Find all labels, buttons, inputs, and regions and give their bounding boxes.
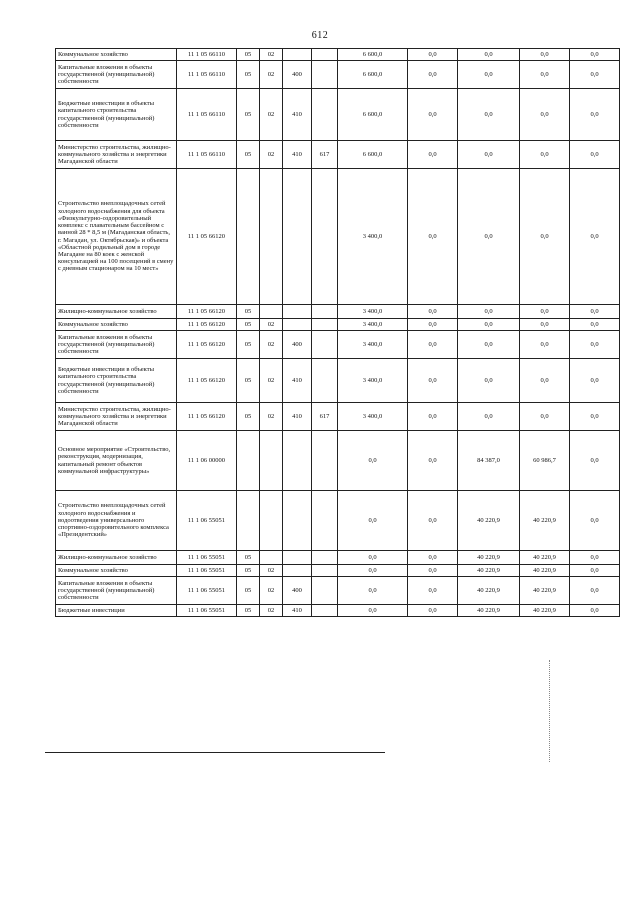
row-code: 11 1 06 55051 bbox=[177, 577, 237, 605]
row-subsection: 02 bbox=[260, 141, 283, 169]
table-row bbox=[56, 605, 620, 617]
row-value-5: 0,0 bbox=[570, 565, 620, 577]
row-name: Капитальные вложения в объекты государственной (муниципальной) собственности bbox=[56, 577, 177, 605]
row-expense-type: 410 bbox=[283, 141, 312, 169]
row-value-5: 0,0 bbox=[570, 605, 620, 617]
row-code: 11 1 05 66120 bbox=[177, 359, 237, 403]
row-subsection: 02 bbox=[260, 61, 283, 89]
row-value-1: 3 400,0 bbox=[338, 331, 408, 359]
row-value-1: 6 600,0 bbox=[338, 89, 408, 141]
row-expense-type bbox=[283, 431, 312, 491]
row-expense-type: 400 bbox=[283, 331, 312, 359]
row-value-3: 40 220,9 bbox=[458, 551, 520, 565]
margin-dotted-line bbox=[549, 660, 550, 762]
row-administrator bbox=[312, 577, 338, 605]
row-value-4: 0,0 bbox=[520, 319, 570, 331]
row-value-2: 0,0 bbox=[408, 305, 458, 319]
row-value-4: 40 220,9 bbox=[520, 605, 570, 617]
row-value-4: 0,0 bbox=[520, 169, 570, 305]
row-section bbox=[237, 431, 260, 491]
row-value-4: 40 220,9 bbox=[520, 577, 570, 605]
row-value-2: 0,0 bbox=[408, 359, 458, 403]
row-value-2: 0,0 bbox=[408, 169, 458, 305]
row-section: 05 bbox=[237, 89, 260, 141]
row-value-4: 0,0 bbox=[520, 89, 570, 141]
row-section: 05 bbox=[237, 61, 260, 89]
row-value-2: 0,0 bbox=[408, 431, 458, 491]
row-code: 11 1 05 66110 bbox=[177, 49, 237, 61]
row-administrator bbox=[312, 49, 338, 61]
row-code: 11 1 05 66120 bbox=[177, 331, 237, 359]
table-row bbox=[56, 61, 620, 89]
row-value-1: 6 600,0 bbox=[338, 141, 408, 169]
bottom-rule bbox=[45, 752, 385, 753]
row-value-1: 0,0 bbox=[338, 565, 408, 577]
row-name: Капитальные вложения в объекты государственной (муниципальной) собственности bbox=[56, 61, 177, 89]
row-subsection: 02 bbox=[260, 565, 283, 577]
row-value-4: 40 220,9 bbox=[520, 551, 570, 565]
row-section: 05 bbox=[237, 141, 260, 169]
row-value-1: 6 600,0 bbox=[338, 49, 408, 61]
table-row bbox=[56, 551, 620, 565]
table-row bbox=[56, 403, 620, 431]
row-administrator bbox=[312, 169, 338, 305]
row-value-5: 0,0 bbox=[570, 331, 620, 359]
row-value-4: 0,0 bbox=[520, 61, 570, 89]
row-value-5: 0,0 bbox=[570, 169, 620, 305]
row-name: Жилищно-коммунальное хозяйство bbox=[56, 551, 177, 565]
row-value-2: 0,0 bbox=[408, 605, 458, 617]
row-value-5: 0,0 bbox=[570, 49, 620, 61]
row-name: Коммунальное хозяйство bbox=[56, 49, 177, 61]
row-section: 05 bbox=[237, 403, 260, 431]
row-administrator bbox=[312, 551, 338, 565]
row-value-2: 0,0 bbox=[408, 61, 458, 89]
row-value-1: 3 400,0 bbox=[338, 359, 408, 403]
table-row bbox=[56, 89, 620, 141]
row-value-4: 60 986,7 bbox=[520, 431, 570, 491]
row-name: Бюджетные инвестиции в объекты капитального строительства государственной (муниципальной) собственности bbox=[56, 89, 177, 141]
row-value-1: 0,0 bbox=[338, 491, 408, 551]
row-value-5: 0,0 bbox=[570, 577, 620, 605]
row-value-4: 40 220,9 bbox=[520, 565, 570, 577]
row-subsection: 02 bbox=[260, 403, 283, 431]
row-name: Жилищно-коммунальное хозяйство bbox=[56, 305, 177, 319]
row-name: Основное мероприятие «Строительство, реконструкция, модернизация, капитальный ремонт объектов коммунальной инфраструктуры» bbox=[56, 431, 177, 491]
table-body bbox=[56, 49, 620, 617]
row-value-4: 0,0 bbox=[520, 141, 570, 169]
row-value-1: 0,0 bbox=[338, 551, 408, 565]
table-row bbox=[56, 49, 620, 61]
row-administrator bbox=[312, 491, 338, 551]
row-value-3: 84 387,0 bbox=[458, 431, 520, 491]
row-code: 11 1 05 66120 bbox=[177, 305, 237, 319]
row-subsection bbox=[260, 551, 283, 565]
row-value-3: 0,0 bbox=[458, 169, 520, 305]
row-value-2: 0,0 bbox=[408, 403, 458, 431]
row-code: 11 1 05 66110 bbox=[177, 89, 237, 141]
row-section: 05 bbox=[237, 577, 260, 605]
row-value-4: 40 220,9 bbox=[520, 491, 570, 551]
row-value-5: 0,0 bbox=[570, 431, 620, 491]
row-value-3: 0,0 bbox=[458, 403, 520, 431]
row-value-3: 40 220,9 bbox=[458, 577, 520, 605]
row-value-3: 0,0 bbox=[458, 319, 520, 331]
row-expense-type: 410 bbox=[283, 89, 312, 141]
row-code: 11 1 06 55051 bbox=[177, 551, 237, 565]
row-expense-type: 400 bbox=[283, 61, 312, 89]
row-value-4: 0,0 bbox=[520, 403, 570, 431]
row-code: 11 1 05 66110 bbox=[177, 141, 237, 169]
row-code: 11 1 06 00000 bbox=[177, 431, 237, 491]
row-subsection: 02 bbox=[260, 89, 283, 141]
table-row bbox=[56, 169, 620, 305]
row-value-1: 0,0 bbox=[338, 577, 408, 605]
table-row bbox=[56, 565, 620, 577]
row-expense-type bbox=[283, 169, 312, 305]
row-expense-type: 400 bbox=[283, 577, 312, 605]
row-administrator bbox=[312, 305, 338, 319]
row-section: 05 bbox=[237, 605, 260, 617]
row-code: 11 1 06 55051 bbox=[177, 605, 237, 617]
row-value-1: 0,0 bbox=[338, 431, 408, 491]
row-code: 11 1 05 66120 bbox=[177, 403, 237, 431]
row-value-1: 3 400,0 bbox=[338, 403, 408, 431]
row-expense-type: 410 bbox=[283, 359, 312, 403]
row-expense-type bbox=[283, 551, 312, 565]
row-value-3: 0,0 bbox=[458, 359, 520, 403]
row-expense-type bbox=[283, 319, 312, 331]
row-value-3: 0,0 bbox=[458, 89, 520, 141]
row-value-2: 0,0 bbox=[408, 141, 458, 169]
row-section: 05 bbox=[237, 319, 260, 331]
row-value-3: 0,0 bbox=[458, 305, 520, 319]
row-value-5: 0,0 bbox=[570, 89, 620, 141]
row-value-5: 0,0 bbox=[570, 403, 620, 431]
row-administrator: 617 bbox=[312, 403, 338, 431]
row-expense-type bbox=[283, 305, 312, 319]
row-value-5: 0,0 bbox=[570, 141, 620, 169]
row-name: Министерство строительства, жилищно-коммунального хозяйства и энергетики Магаданской области bbox=[56, 141, 177, 169]
row-name: Строительство внеплощадочных сетей холодного водоснабжения и водоотведения универсального спортивно-оздоровительного комплекса «Президентский» bbox=[56, 491, 177, 551]
row-subsection bbox=[260, 169, 283, 305]
row-value-4: 0,0 bbox=[520, 305, 570, 319]
row-subsection bbox=[260, 305, 283, 319]
row-expense-type: 410 bbox=[283, 403, 312, 431]
table-row bbox=[56, 431, 620, 491]
table-row bbox=[56, 141, 620, 169]
row-value-1: 0,0 bbox=[338, 605, 408, 617]
table-row bbox=[56, 305, 620, 319]
row-value-1: 3 400,0 bbox=[338, 169, 408, 305]
row-name: Бюджетные инвестиции в объекты капитального строительства государственной (муниципальной) собственности bbox=[56, 359, 177, 403]
row-value-5: 0,0 bbox=[570, 319, 620, 331]
row-subsection: 02 bbox=[260, 605, 283, 617]
row-value-3: 40 220,9 bbox=[458, 605, 520, 617]
budget-table bbox=[55, 48, 620, 617]
row-value-5: 0,0 bbox=[570, 551, 620, 565]
row-name: Строительство внеплощадочных сетей холодного водоснабжения для объекта «Физкультурно-оздоровительный комплекс с плавательным бассейном с ванной 28 * 8,5 м (Магаданская область, г. Магадан, ул. Октябрьская)» и объекта «Областной родильный дом в городе Магадане на 80 коек с женской консультацией на 100 посещений в смену с дневным стационаром на 10 мест» bbox=[56, 169, 177, 305]
row-subsection: 02 bbox=[260, 319, 283, 331]
row-administrator bbox=[312, 605, 338, 617]
row-value-1: 3 400,0 bbox=[338, 305, 408, 319]
row-code: 11 1 05 66120 bbox=[177, 319, 237, 331]
row-value-5: 0,0 bbox=[570, 491, 620, 551]
row-code: 11 1 06 55051 bbox=[177, 565, 237, 577]
row-value-4: 0,0 bbox=[520, 49, 570, 61]
row-value-3: 40 220,9 bbox=[458, 565, 520, 577]
row-value-1: 3 400,0 bbox=[338, 319, 408, 331]
row-value-2: 0,0 bbox=[408, 491, 458, 551]
table-row bbox=[56, 359, 620, 403]
row-administrator bbox=[312, 89, 338, 141]
row-subsection: 02 bbox=[260, 577, 283, 605]
row-name: Коммунальное хозяйство bbox=[56, 565, 177, 577]
row-section: 05 bbox=[237, 331, 260, 359]
row-value-4: 0,0 bbox=[520, 359, 570, 403]
row-subsection: 02 bbox=[260, 359, 283, 403]
row-administrator bbox=[312, 331, 338, 359]
row-value-2: 0,0 bbox=[408, 49, 458, 61]
row-value-2: 0,0 bbox=[408, 319, 458, 331]
row-administrator bbox=[312, 359, 338, 403]
row-value-5: 0,0 bbox=[570, 305, 620, 319]
table-row bbox=[56, 491, 620, 551]
row-section: 05 bbox=[237, 565, 260, 577]
row-administrator bbox=[312, 319, 338, 331]
row-value-2: 0,0 bbox=[408, 331, 458, 359]
row-code: 11 1 05 66120 bbox=[177, 169, 237, 305]
row-value-1: 6 600,0 bbox=[338, 61, 408, 89]
row-name: Коммунальное хозяйство bbox=[56, 319, 177, 331]
row-section: 05 bbox=[237, 551, 260, 565]
row-value-3: 0,0 bbox=[458, 49, 520, 61]
row-administrator bbox=[312, 431, 338, 491]
row-administrator bbox=[312, 565, 338, 577]
table-row bbox=[56, 577, 620, 605]
row-subsection: 02 bbox=[260, 331, 283, 359]
row-code: 11 1 05 66110 bbox=[177, 61, 237, 89]
row-subsection bbox=[260, 491, 283, 551]
table-row bbox=[56, 331, 620, 359]
row-expense-type: 410 bbox=[283, 605, 312, 617]
row-name: Министерство строительства, жилищно-коммунального хозяйства и энергетики Магаданской области bbox=[56, 403, 177, 431]
row-section bbox=[237, 491, 260, 551]
row-value-3: 0,0 bbox=[458, 61, 520, 89]
page-number: 612 bbox=[311, 30, 329, 41]
row-value-2: 0,0 bbox=[408, 89, 458, 141]
row-expense-type bbox=[283, 565, 312, 577]
row-administrator bbox=[312, 61, 338, 89]
row-expense-type bbox=[283, 49, 312, 61]
row-value-2: 0,0 bbox=[408, 551, 458, 565]
row-name: Бюджетные инвестиции bbox=[56, 605, 177, 617]
row-code: 11 1 06 55051 bbox=[177, 491, 237, 551]
row-value-4: 0,0 bbox=[520, 331, 570, 359]
row-name: Капитальные вложения в объекты государственной (муниципальной) собственности bbox=[56, 331, 177, 359]
row-value-3: 0,0 bbox=[458, 331, 520, 359]
row-section: 05 bbox=[237, 49, 260, 61]
row-value-5: 0,0 bbox=[570, 61, 620, 89]
row-value-3: 40 220,9 bbox=[458, 491, 520, 551]
row-administrator: 617 bbox=[312, 141, 338, 169]
row-section: 05 bbox=[237, 359, 260, 403]
row-section: 05 bbox=[237, 305, 260, 319]
row-expense-type bbox=[283, 491, 312, 551]
row-value-3: 0,0 bbox=[458, 141, 520, 169]
row-subsection: 02 bbox=[260, 49, 283, 61]
row-value-5: 0,0 bbox=[570, 359, 620, 403]
row-subsection bbox=[260, 431, 283, 491]
row-value-2: 0,0 bbox=[408, 565, 458, 577]
table-row bbox=[56, 319, 620, 331]
row-value-2: 0,0 bbox=[408, 577, 458, 605]
row-section bbox=[237, 169, 260, 305]
